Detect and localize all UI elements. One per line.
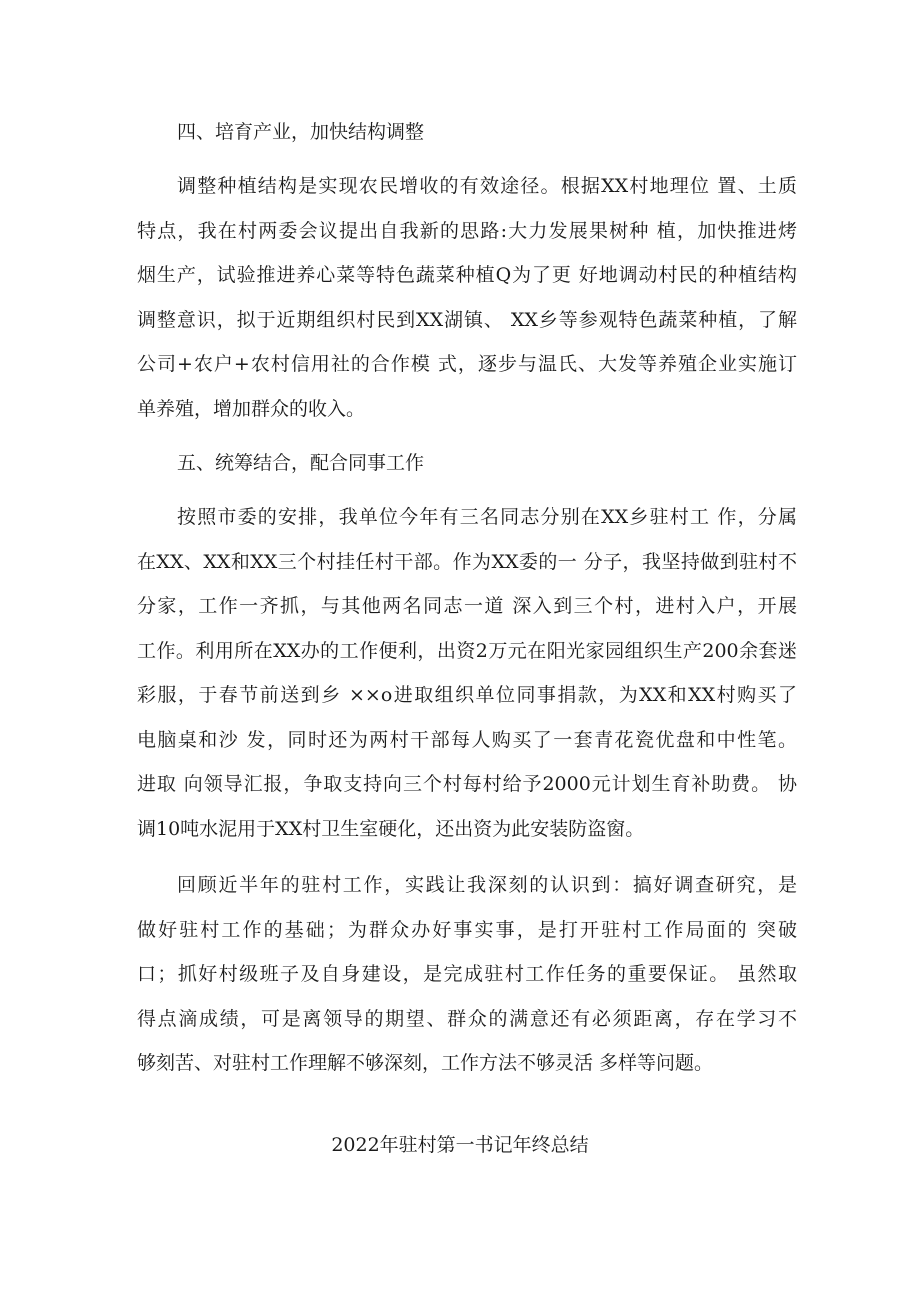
section5-paragraph xyxy=(137,495,797,851)
paragraph-line: 烟生产，试验推进养心菜等特色蔬菜种植Q为了更 好地调动村民的种植结构 xyxy=(137,264,797,286)
paragraph-line: 按照市委的安排，我单位今年有三名同志分别在XX乡驻村工 作，分属 xyxy=(177,506,797,528)
paragraph-line: 彩服，于春节前送到乡 ××o进取组织单位同事捐款，为XX和XX村购买了 xyxy=(137,684,797,706)
paragraph-line: 特点，我在村两委会议提出自我新的思路:大力发展果树种 植，加快推进烤 xyxy=(137,219,797,242)
paragraph-line: 进取 向领导汇报，争取支持向三个村每村给予2000元计划生育补助费。 协 xyxy=(137,773,797,795)
section-heading-5: 五、统筹结合，配合同事工作 xyxy=(177,452,425,474)
paragraph-line: 分家，工作一齐抓，与其他两名同志一道 深入到三个村，进村入户，开展 xyxy=(137,595,797,617)
paragraph-line: 在XX、XX和XX三个村挂任村干部。作为XX委的一 分子，我坚持做到驻村不 xyxy=(137,550,797,573)
document-body xyxy=(137,112,797,1098)
paragraph-line: 电脑桌和沙 发，同时还为两村干部每人购买了一套青花瓷优盘和中性笔。 xyxy=(137,728,797,751)
paragraph-line: 单养殖，增加群众的收入。 xyxy=(137,397,366,420)
section4-paragraph xyxy=(137,164,797,431)
paragraph-line: 公司+农户+农村信用社的合作模 式，逐步与温氏、大发等养殖企业实施订 xyxy=(137,353,797,375)
section-heading-4: 四、培育产业，加快结构调整 xyxy=(177,121,425,143)
paragraph-line: 工作。利用所在XX办的工作便利，出资2万元在阳光家园组织生产200余套迷 xyxy=(137,639,797,662)
paragraph-line: 做好驻村工作的基础；为群众办好事实事，是打开驻村工作局面的 突破 xyxy=(137,918,797,941)
paragraph-line: 调整种植结构是实现农民增收的有效途径。根据XX村地理位 置、土质 xyxy=(177,175,797,197)
paragraph-line: 调10吨水泥用于XX村卫生室硬化，还出资为此安装防盗窗。 xyxy=(137,817,645,840)
paragraph-line: 回顾近半年的驻村工作，实践让我深刻的认识到：搞好调查研究，是 xyxy=(177,874,797,896)
next-document-title: 2022年驻村第一书记年终总结 xyxy=(331,1134,589,1156)
paragraph-line: 够刻苦、对驻村工作理解不够深刻，工作方法不够灵活 多样等问题。 xyxy=(137,1052,714,1074)
paragraph-line: 调整意识，拟于近期组织村民到XX湖镇、 XX乡等参观特色蔬菜种植，了解 xyxy=(137,308,797,331)
paragraph-line: 得点滴成绩，可是离领导的期望、群众的满意还有必须距离，存在学习不 xyxy=(137,1007,797,1030)
review-paragraph xyxy=(137,863,797,1086)
paragraph-line: 口；抓好村级班子及自身建设，是完成驻村工作任务的重要保证。 虽然取 xyxy=(137,963,797,985)
